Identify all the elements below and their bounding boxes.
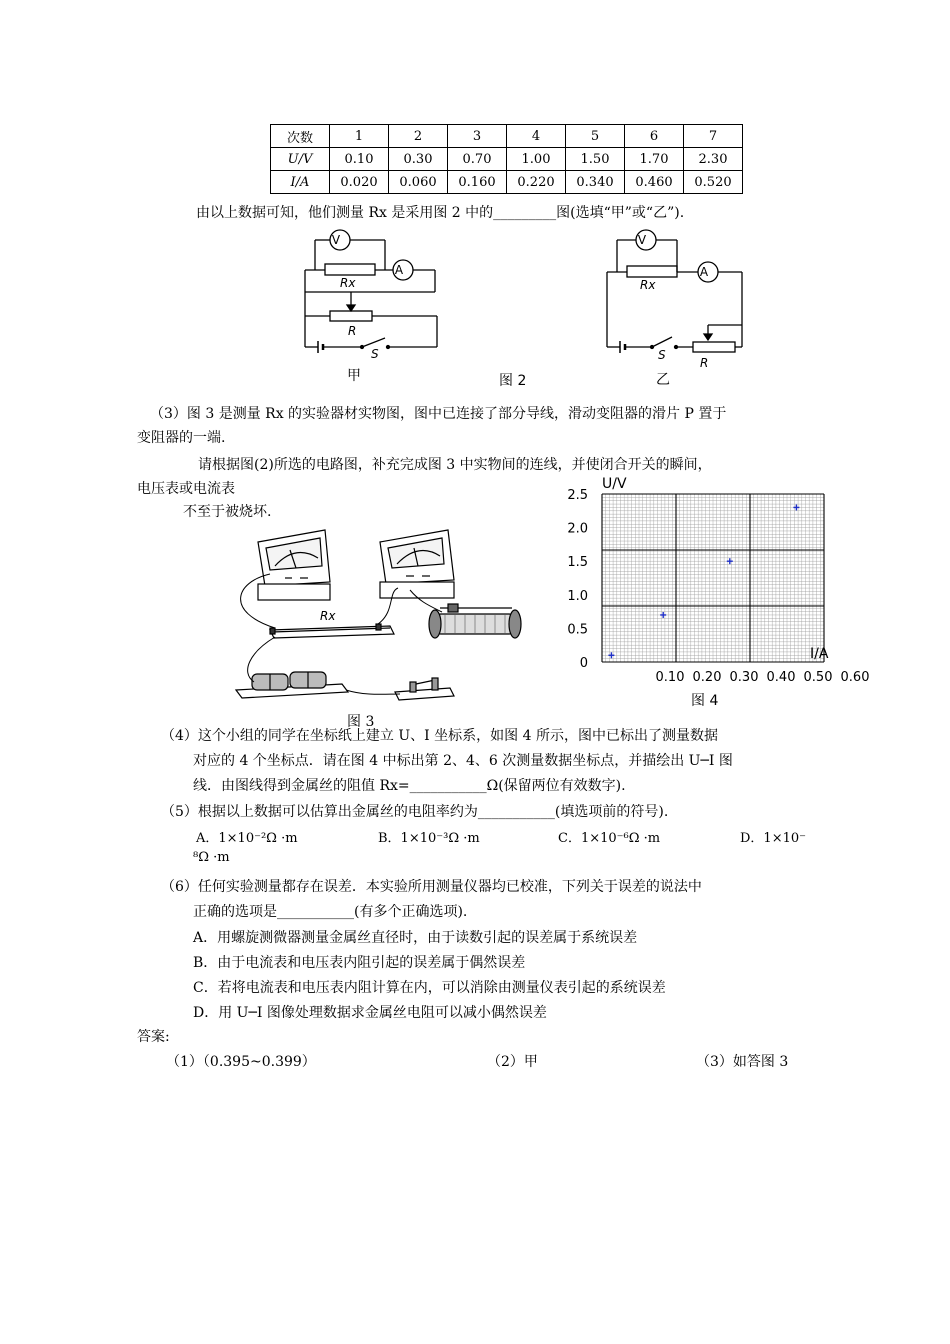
y-tick-label: 1.0 — [567, 588, 588, 604]
y-axis-label: U/V — [602, 476, 627, 492]
rx-label: Rx — [320, 609, 336, 623]
y-tick-label: 0 — [579, 656, 588, 671]
table-row — [271, 148, 743, 171]
q5-option-b: B．1×10⁻³Ω ·m — [378, 831, 480, 846]
answers-label: 答案: — [137, 1029, 170, 1045]
rx-label: Rx — [640, 278, 656, 292]
table-header-cell: U/V — [271, 148, 330, 171]
q6-line2: 正确的选项是___________(有多个正确选项). — [193, 904, 468, 920]
switch-icon — [395, 678, 454, 700]
figure-4-chart — [556, 474, 870, 710]
q4-line3: 线．由图线得到金属丝的阻值 Rx=___________Ω(保留两位有效数字). — [193, 778, 626, 794]
table-cell: 5 — [566, 125, 625, 148]
table-cell: 6 — [625, 125, 684, 148]
table-header-cell: 次数 — [271, 125, 330, 148]
voltmeter-label: V — [637, 233, 647, 247]
q3-line5: 不至于被烧坏. — [183, 504, 272, 520]
voltmeter-label: V — [331, 233, 341, 247]
x-tick-label: 0.20 — [692, 670, 722, 685]
q4-line2: 对应的 4 个坐标点．请在图 4 中标出第 2、4、6 次测量数据坐标点，并描绘出 U─I 图 — [193, 753, 733, 769]
table-row — [271, 171, 743, 194]
table-cell: 3 — [448, 125, 507, 148]
fig4-caption: 图 4 — [691, 693, 719, 709]
s-label: S — [371, 347, 379, 361]
table-cell: 2 — [389, 125, 448, 148]
table-cell: 0.70 — [448, 148, 507, 171]
x-tick-label: 0.30 — [729, 670, 759, 685]
answer-3: （3）如答图 3 — [696, 1054, 789, 1070]
q6-option-d: D．用 U─I 图像处理数据求金属丝电阻可以减小偶然误差 — [193, 1005, 547, 1021]
answer-1: （1）（0.395~0.399） — [166, 1054, 316, 1070]
x-tick-label: 0.10 — [655, 670, 685, 685]
s-label: S — [658, 348, 666, 362]
table-cell: 0.020 — [330, 171, 389, 194]
y-tick-label: 2.0 — [567, 521, 588, 537]
q3-line1: （3）图 3 是测量 Rx 的实验器材实物图，图中已连接了部分导线，滑动变阻器的滑片 P 置于 — [150, 406, 727, 422]
q3-line4: 电压表或电流表 — [137, 481, 235, 497]
table-cell: 0.30 — [389, 148, 448, 171]
table-cell: 0.220 — [507, 171, 566, 194]
fig2-left-label: 甲 — [347, 368, 361, 384]
table-cell: 1.70 — [625, 148, 684, 171]
table-cell: 0.10 — [330, 148, 389, 171]
q6-option-c: C．若将电流表和电压表内阻计算在内，可以消除由测量仪表引起的系统误差 — [193, 980, 666, 996]
q4-line1: （4）这个小组的同学在坐标纸上建立 U、I 坐标系，如图 4 所示，图中已标出了测量数据 — [161, 728, 718, 744]
x-tick-label: 0.50 — [803, 670, 833, 685]
table-cell: 7 — [684, 125, 743, 148]
y-tick-label: 1.5 — [567, 555, 588, 571]
table-cell: 4 — [507, 125, 566, 148]
ammeter-icon — [380, 530, 454, 598]
ammeter-label: A — [699, 265, 709, 279]
y-tick-label: 0.5 — [567, 622, 588, 638]
q6-option-a: A．用螺旋测微器测量金属丝直径时，由于读数引起的误差属于系统误差 — [193, 930, 638, 946]
ammeter-label: A — [394, 263, 404, 277]
q2-text: 由以上数据可知，他们测量 Rx 是采用图 2 中的_________图(选填“甲”或“乙”). — [196, 205, 685, 221]
q3-line3: 请根据图(2)所选的电路图，补充完成图 3 中实物间的连线，并使闭合开关的瞬间， — [198, 457, 712, 473]
answer-2: （2）甲 — [487, 1054, 538, 1070]
rheostat-icon — [429, 604, 521, 638]
table-cell: 0.340 — [566, 171, 625, 194]
table-cell: 2.30 — [684, 148, 743, 171]
table-cell: 0.520 — [684, 171, 743, 194]
rx-label: Rx — [340, 276, 356, 290]
q3-line2: 变阻器的一端. — [137, 430, 226, 446]
table-cell: 0.160 — [448, 171, 507, 194]
x-tick-label: 0.40 — [766, 670, 796, 685]
q5-line1: （5）根据以上数据可以估算出金属丝的电阻率约为___________(填选项前的符号). — [161, 804, 669, 820]
q6-option-b: B．由于电流表和电压表内阻引起的误差属于偶然误差 — [193, 955, 526, 971]
x-axis-label: I/A — [810, 646, 829, 662]
y-tick-label: 2.5 — [567, 488, 588, 503]
data-table — [270, 124, 743, 194]
q5-option-d: D．1×10⁻ — [740, 831, 806, 846]
q5-option-c: C．1×10⁻⁶Ω ·m — [558, 831, 661, 846]
table-cell: 1.50 — [566, 148, 625, 171]
r-label: R — [700, 356, 709, 370]
table-cell: 1.00 — [507, 148, 566, 171]
q5-option-d-cont: ⁸Ω ·m — [193, 850, 230, 865]
voltmeter-icon — [258, 530, 330, 600]
table-row — [271, 125, 743, 148]
fig2-caption: 图 2 — [499, 373, 527, 389]
battery-icon — [236, 672, 348, 698]
table-cell: 1 — [330, 125, 389, 148]
table-cell: 0.060 — [389, 171, 448, 194]
q6-line1: （6）任何实验测量都存在误差．本实验所用测量仪器均已校准，下列关于误差的说法中 — [161, 879, 702, 895]
fig3-caption: 图 3 — [347, 714, 375, 730]
q5-option-a: A．1×10⁻²Ω ·m — [196, 831, 298, 846]
figure-3-apparatus — [230, 522, 530, 722]
fig2-right-label: 乙 — [656, 372, 670, 388]
table-header-cell: I/A — [271, 171, 330, 194]
x-tick-label: 0.60 — [840, 670, 870, 685]
r-label: R — [348, 324, 357, 338]
table-cell: 0.460 — [625, 171, 684, 194]
